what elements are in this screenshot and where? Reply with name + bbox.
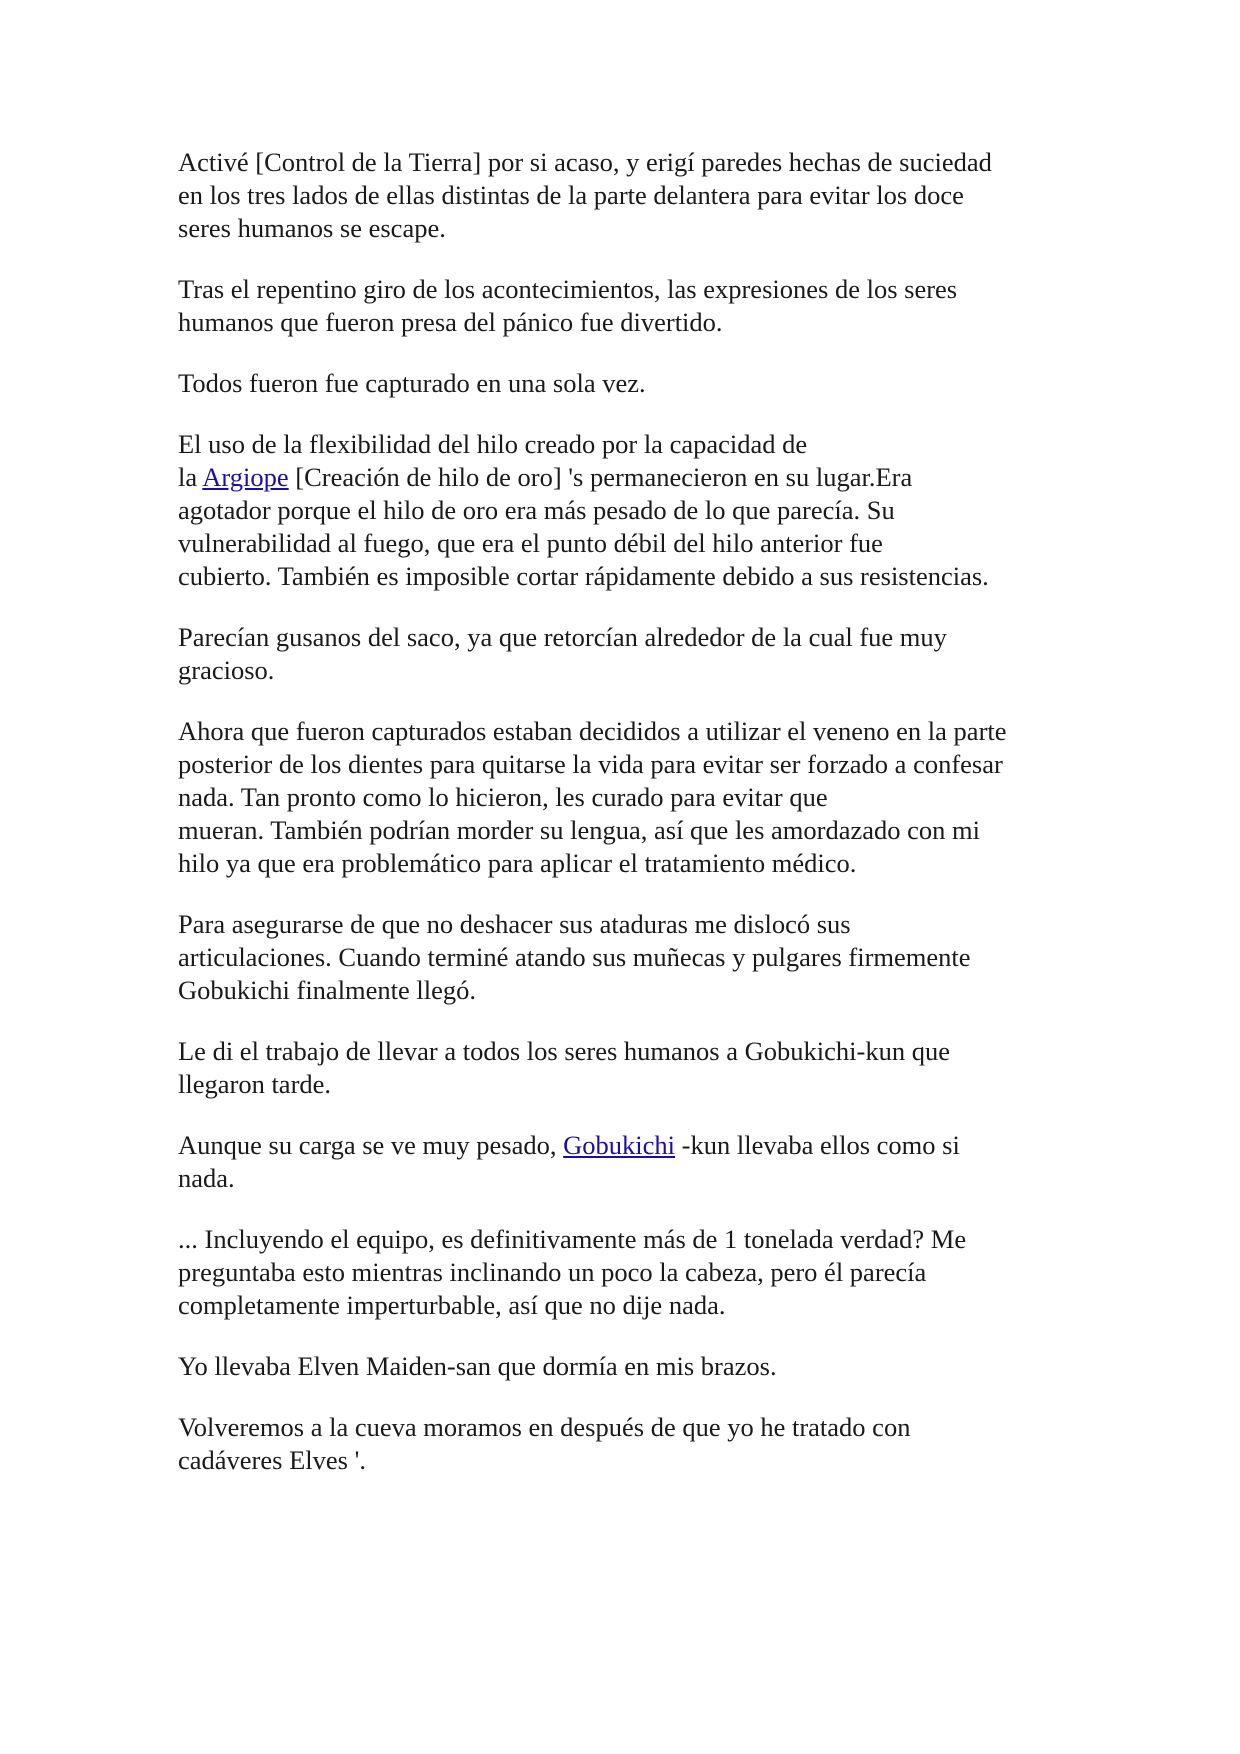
text-line-with-link: [178, 1129, 1078, 1162]
text-line: nada. Tan pronto como lo hicieron, les curado para evitar que: [178, 782, 828, 812]
text-line: ... Incluyendo el equipo, es definitivamente más de 1 tonelada verdad? Me: [178, 1224, 967, 1254]
text-line: hilo ya que era problemático para aplicar el tratamiento médico.: [178, 848, 857, 878]
paragraph: [178, 273, 1078, 339]
text-line: Ahora que fueron capturados estaban decididos a utilizar el veneno en la parte: [178, 716, 1007, 746]
text-segment: la: [178, 462, 203, 492]
text-line: Gobukichi finalmente llegó.: [178, 975, 477, 1005]
paragraph: [178, 1129, 1078, 1195]
text-segment: -kun llevaba ellos como si: [675, 1130, 960, 1160]
text-line: mueran. También podrían morder su lengua, así que les amordazado con mi: [178, 815, 980, 845]
paragraph: [178, 908, 1078, 1007]
text-line: Todos fueron fue capturado en una sola vez.: [178, 368, 646, 398]
paragraph: [178, 1350, 1078, 1383]
document-body: [178, 146, 1078, 1505]
text-line: agotador porque el hilo de oro era más pesado de lo que parecía. Su: [178, 495, 895, 525]
paragraph: [178, 715, 1078, 880]
text-line: seres humanos se escape.: [178, 213, 446, 243]
text-line: articulaciones. Cuando terminé atando sus muñecas y pulgares firmemente: [178, 942, 971, 972]
text-line: Parecían gusanos del saco, ya que retorcían alrededor de la cual fue muy: [178, 622, 947, 652]
text-line: El uso de la flexibilidad del hilo creado por la capacidad de: [178, 429, 808, 459]
text-line: llegaron tarde.: [178, 1069, 332, 1099]
text-line: vulnerabilidad al fuego, que era el punto débil del hilo anterior fue: [178, 528, 883, 558]
text-line: Activé [Control de la Tierra] por si acaso, y erigí paredes hechas de suciedad: [178, 147, 992, 177]
paragraph: [178, 1223, 1078, 1322]
text-line: Yo llevaba Elven Maiden-san que dormía en mis brazos.: [178, 1351, 777, 1381]
paragraph: [178, 428, 1078, 593]
text-line: Tras el repentino giro de los acontecimientos, las expresiones de los seres: [178, 274, 958, 304]
text-line: humanos que fueron presa del pánico fue divertido.: [178, 307, 723, 337]
text-line: Para asegurarse de que no deshacer sus ataduras me dislocó sus: [178, 909, 851, 939]
gobukichi-link[interactable]: Gobukichi: [563, 1130, 676, 1160]
text-line: cubierto. También es imposible cortar rápidamente debido a sus resistencias.: [178, 561, 989, 591]
text-line: gracioso.: [178, 655, 275, 685]
paragraph: [178, 621, 1078, 687]
text-segment: [Creación de hilo de oro] 's permanecieron en su lugar.Era: [288, 462, 913, 492]
text-line: cadáveres Elves '.: [178, 1445, 366, 1475]
paragraph: [178, 367, 1078, 400]
text-line: Le di el trabajo de llevar a todos los seres humanos a Gobukichi-kun que: [178, 1036, 950, 1066]
text-line: nada.: [178, 1163, 235, 1193]
text-line-with-link: [178, 461, 1078, 494]
text-line: Volveremos a la cueva moramos en después de que yo he tratado con: [178, 1412, 911, 1442]
text-line: preguntaba esto mientras inclinando un poco la cabeza, pero él parecía: [178, 1257, 927, 1287]
paragraph: [178, 1411, 1078, 1477]
argiope-link[interactable]: Argiope: [202, 462, 289, 492]
text-line: posterior de los dientes para quitarse la vida para evitar ser forzado a confesar: [178, 749, 1003, 779]
paragraph: [178, 1035, 1078, 1101]
text-segment: Aunque su carga se ve muy pesado,: [178, 1130, 564, 1160]
paragraph: [178, 146, 1078, 245]
text-line: completamente imperturbable, así que no dije nada.: [178, 1290, 726, 1320]
text-line: en los tres lados de ellas distintas de la parte delantera para evitar los doce: [178, 180, 964, 210]
